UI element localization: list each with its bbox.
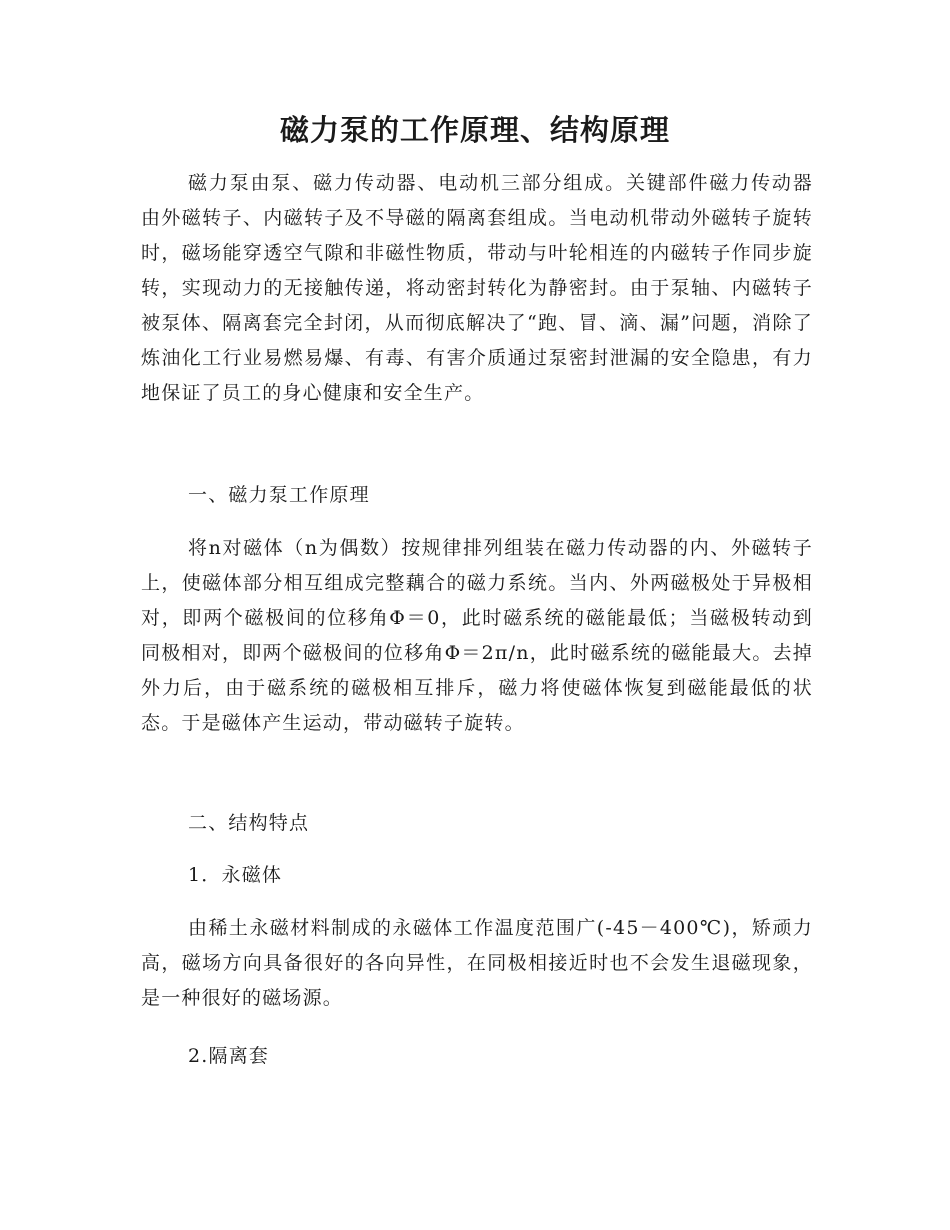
item1-heading: 1．永磁体	[188, 864, 283, 886]
section1-paragraph: 将n对磁体（n为偶数）按规律排列组装在磁力传动器的内、外磁转子上，使磁体部分相互组成完整藕合的磁力系统。当内、外两磁极处于异极相对，即两个磁极间的位移角Φ＝0，此时磁系统的磁能最低；当磁极转动到同极相对，即两个磁极间的位移角Φ＝2π/n，此时磁系统的磁能最大。去掉外力后，由于磁系统的磁极相互排斥，磁力将使磁体恢复到磁能最低的状态。于是磁体产生运动，带动磁转子旋转。	[141, 537, 813, 734]
section1-heading: 一、磁力泵工作原理	[188, 484, 370, 506]
document-title: 磁力泵的工作原理、结构原理	[279, 113, 670, 147]
item1-paragraph: 由稀土永磁材料制成的永磁体工作温度范围广(-45－400℃)，矫顽力高，磁场方向具备很好的各向异性，在同极相接近时也不会发生退磁现象，是一种很好的磁场源。	[141, 917, 813, 1009]
intro-paragraph: 磁力泵由泵、磁力传动器、电动机三部分组成。关键部件磁力传动器由外磁转子、内磁转子及不导磁的隔离套组成。当电动机带动外磁转子旋转时，磁场能穿透空气隙和非磁性物质，带动与叶轮相连的内磁转子作同步旋转，实现动力的无接触传递，将动密封转化为静密封。由于泵轴、内磁转子被泵体、隔离套完全封闭，从而彻底解决了“跑、冒、滴、漏”问题，消除了炼油化工行业易燃易爆、有毒、有害介质通过泵密封泄漏的安全隐患，有力地保证了员工的身心健康和安全生产。	[141, 172, 813, 404]
item2-heading: 2.隔离套	[188, 1045, 270, 1067]
section2-heading: 二、结构特点	[188, 812, 310, 834]
